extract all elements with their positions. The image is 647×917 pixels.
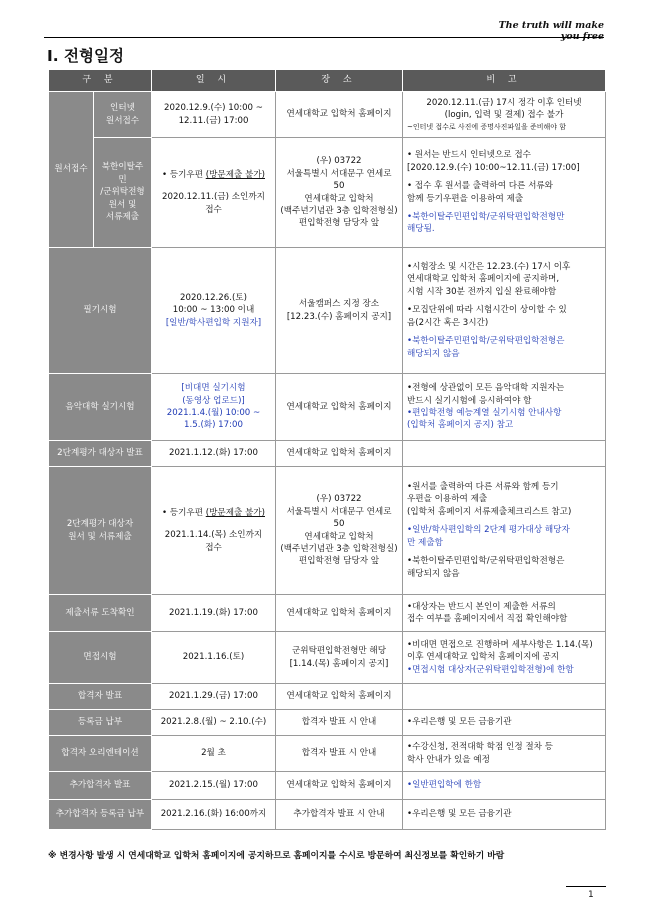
note-line: • 접수 후 원서를 출력하여 다른 서류와 함께 등기우편을 이용하여 제출 — [407, 181, 553, 204]
schedule-table — [48, 69, 606, 830]
row-category: 추가합격자 등록금 납부 — [49, 800, 152, 830]
table-row — [49, 92, 606, 138]
page-number: 1 — [588, 890, 594, 900]
row-note — [403, 92, 606, 138]
table-row — [49, 684, 606, 710]
note-line: •시험장소 및 시간은 12.23.(수) 17시 이후 연세대학교 입학처 홈페이지에 공지하며, 시험 시작 30분 전까지 입실 완료해야함 — [407, 261, 571, 297]
note-line: •비대면 면접으로 진행하며 세부사항은 1.14.(목) 이후 연세대학교 입학처 홈페이지에 공지 — [407, 639, 593, 663]
row-note — [403, 684, 606, 710]
row-place: 연세대학교 입학처 홈페이지 — [276, 374, 403, 441]
row-date: 2021.2.8.(월) ~ 2.10.(수) — [152, 710, 276, 736]
row-date: 2020.12.9.(수) 10:00 ~ 12.11.(금) 17:00 — [152, 92, 276, 138]
row-note — [403, 441, 606, 467]
date-line: 2020.12.26.(토) 10:00 ~ 13:00 이내 — [172, 292, 255, 316]
row-place: 연세대학교 입학처 홈페이지 — [276, 92, 403, 138]
note-line: •모집단위에 따라 시험시간이 상이할 수 있 음(2시간 혹은 3시간) — [407, 305, 567, 328]
row-category: 제출서류 도착확인 — [49, 595, 152, 632]
row-category: 2단계평가 대상자 발표 — [49, 441, 152, 467]
row-date: 2021.1.19.(화) 17:00 — [152, 595, 276, 632]
note-line: 2020.12.11.(금) 17시 정각 이후 인터넷 (login, 입력 및 결제) 접수 불가 — [426, 97, 582, 121]
row-date: 2021.1.29.(금) 17:00 — [152, 684, 276, 710]
footer-rule — [566, 886, 606, 887]
row-category: 음악대학 실기시험 — [49, 374, 152, 441]
date-line: 2021.1.14.(목) 소인까지 접수 — [164, 530, 263, 553]
row-category: 합격자 발표 — [49, 684, 152, 710]
table-row — [49, 632, 606, 684]
date-line — [156, 507, 271, 519]
row-date — [152, 248, 276, 374]
row-place: 군위탁편입학전형만 해당 [1.14.(목) 홈페이지 공지] — [276, 632, 403, 684]
header-place: 장 소 — [276, 70, 403, 92]
row-category: 추가합격자 발표 — [49, 772, 152, 800]
row-note — [403, 467, 606, 595]
row-date: 2021.1.16.(토) — [152, 632, 276, 684]
row-place: 연세대학교 입학처 홈페이지 — [276, 441, 403, 467]
row-place: 연세대학교 입학처 홈페이지 — [276, 595, 403, 632]
note-line: • 원서는 반드시 인터넷으로 접수 [2020.12.9.(수) 10:00~12.11.(금) 17:00] — [407, 150, 580, 173]
row-date: 2021.2.16.(화) 16:00까지 — [152, 800, 276, 830]
row-subcategory: 인터넷 원서접수 — [94, 92, 152, 138]
row-note: •일반편입학에 한함 — [403, 772, 606, 800]
row-place: (우) 03722 서울특별시 서대문구 연세로 50 연세대학교 입학처 (백주년기념관 3층 입학전형실) 편입학전형 담당자 앞 — [276, 467, 403, 595]
table-row — [49, 374, 606, 441]
header-category: 구 분 — [49, 70, 152, 92]
row-place: 연세대학교 입학처 홈페이지 — [276, 684, 403, 710]
row-place: 연세대학교 입학처 홈페이지 — [276, 772, 403, 800]
date-line: [일반/학사편입학 지원자] — [165, 317, 262, 328]
date-underlined: (방문제출 불가) — [205, 507, 265, 518]
table-row — [49, 467, 606, 595]
footnote: ※ 변경사항 발생 시 연세대학교 입학처 홈페이지에 공지하므로 홈페이지를 수시로 방문하여 최신정보를 확인하기 바람 — [48, 851, 505, 861]
row-note — [403, 248, 606, 374]
table-row — [49, 736, 606, 772]
date-line: 2020.12.11.(금) 소인까지 접수 — [162, 192, 265, 215]
table-header-row — [49, 70, 606, 92]
note-line: •북한이탈주민편입학/군위탁편입학전형만 해당됨. — [407, 211, 565, 235]
date-underlined: (방문제출 불가) — [205, 169, 265, 180]
row-date: [비대면 실기시험 (동영상 업로드)] 2021.1.4.(월) 10:00 ~ 1.5.(화) 17:00 — [152, 374, 276, 441]
row-note — [403, 374, 606, 441]
row-date — [152, 467, 276, 595]
row-note: •대상자는 반드시 본인이 제출한 서류의 접수 여부를 홈페이지에서 직접 확인해야함 — [403, 595, 606, 632]
row-date — [152, 138, 276, 248]
row-note: •우리은행 및 모든 금융기관 — [403, 800, 606, 830]
table-row — [49, 772, 606, 800]
table-row — [49, 138, 606, 248]
row-category: 등록금 납부 — [49, 710, 152, 736]
row-place: 서울캠퍼스 지정 장소 [12.23.(수) 홈페이지 공지] — [276, 248, 403, 374]
note-line: •전형에 상관없이 모든 음악대학 지원자는 반드시 실기시험에 응시하여야 함 — [407, 383, 565, 406]
date-prefix: • 등기우편 — [162, 169, 206, 180]
row-place: 합격자 발표 시 안내 — [276, 710, 403, 736]
date-prefix: • 등기우편 — [162, 507, 206, 518]
note-line: •면접시험 대상자(군위탁편입학전형)에 한함 — [407, 664, 574, 675]
row-category: 필기시험 — [49, 248, 152, 374]
row-date: 2월 초 — [152, 736, 276, 772]
table-row — [49, 248, 606, 374]
row-category: 원서접수 — [49, 92, 94, 248]
table-row — [49, 441, 606, 467]
header-motto: The truth will make you free — [498, 20, 604, 42]
header-datetime: 일 시 — [152, 70, 276, 92]
note-line: •북한이탈주민편입학/군위탁편입학전형은 해당되지 않음 — [407, 556, 565, 579]
row-note — [403, 632, 606, 684]
row-category: 2단계평가 대상자 원서 및 서류제출 — [49, 467, 152, 595]
header-note: 비 고 — [403, 70, 606, 92]
row-note — [403, 138, 606, 248]
table-row — [49, 595, 606, 632]
row-category: 합격자 오리엔테이션 — [49, 736, 152, 772]
row-subcategory: 북한이탈주민 /군위탁전형 원서 및 서류제출 — [94, 138, 152, 248]
note-line: •북한이탈주민편입학/군위탁편입학전형은 해당되지 않음 — [407, 336, 565, 359]
table-row — [49, 710, 606, 736]
row-category: 면접시험 — [49, 632, 152, 684]
header-rule — [44, 37, 604, 38]
row-note: •우리은행 및 모든 금융기관 — [403, 710, 606, 736]
row-note: •수강신청, 전적대학 학점 인정 절차 등 학사 안내가 있을 예정 — [403, 736, 606, 772]
note-line: •편입학전형 예능계열 실기시험 안내사항 (입학처 홈페이지 공지) 참고 — [407, 408, 562, 431]
note-line: •원서를 출력하여 다른 서류와 함께 등기 우편을 이용하여 제출 (입학처 홈페이지 서류제출체크리스트 참고) — [407, 481, 572, 517]
row-date: 2021.2.15.(월) 17:00 — [152, 772, 276, 800]
note-line: ~인터넷 접수로 사진에 증명사진파일을 준비해야 함 — [407, 122, 566, 131]
row-date: 2021.1.12.(화) 17:00 — [152, 441, 276, 467]
date-line — [156, 169, 271, 181]
row-place: 추가합격자 발표 시 안내 — [276, 800, 403, 830]
section-title: Ⅰ. 전형일정 — [47, 47, 124, 65]
note-line: •일반/학사편입학의 2단계 평가대상 해당자 만 제출함 — [407, 525, 570, 548]
row-place: (우) 03722 서울특별시 서대문구 연세로 50 연세대학교 입학처 (백주년기념관 3층 입학전형실) 편입학전형 담당자 앞 — [276, 138, 403, 248]
table-row — [49, 800, 606, 830]
row-place: 합격자 발표 시 안내 — [276, 736, 403, 772]
